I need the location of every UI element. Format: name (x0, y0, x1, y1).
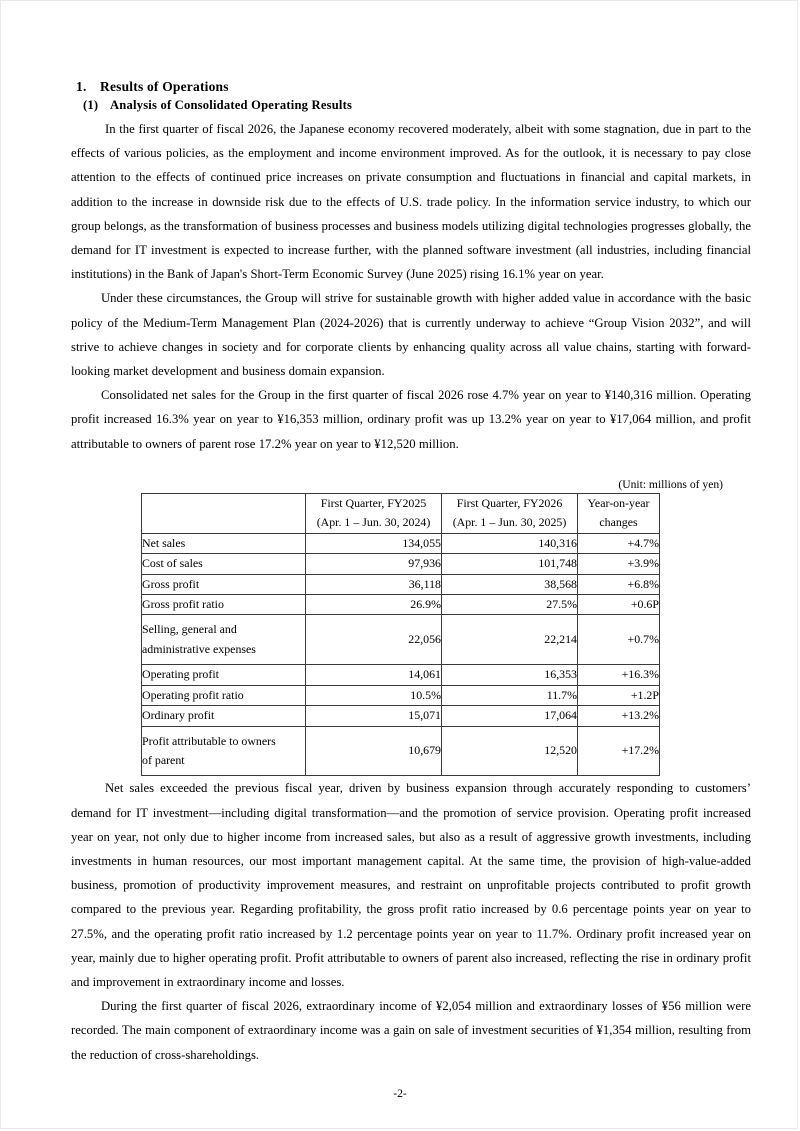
header-yoy-line1: Year-on-year (587, 495, 650, 510)
cell-yoy: +17.2% (578, 726, 660, 776)
paragraph-results-analysis: Net sales exceeded the previous fiscal year, driven by business expansion through accurately responding to customers’ demand for IT investment—including digital transformation—and the promotion of service provision. Operating profit increased year on year, not only due to higher income from increased sales, but also as a result of aggressive growth investments, including investments in human resources, our most important management capital. At the same time, the provision of high-value-added business, promotion of productivity improvement measures, and restraint on unprofitable projects contributed to profit growth compared to the previous year. Regarding profitability, the gross profit ratio increased by 0.6 percentage points year on year to 27.5%, and the operating profit ratio increased by 1.2 percentage points year on year to 11.7%. Ordinary profit increased year on year, mainly due to higher operating profit. Profit attributable to owners of parent also increased, reflecting the rise in ordinary profit and improvement in extraordinary income and losses. (71, 781, 751, 989)
section-heading (76, 79, 751, 95)
table-row (142, 685, 660, 705)
row-label (142, 533, 306, 553)
consolidated-results-table (141, 493, 660, 776)
header-fy2025-line2: (Apr. 1 – Jun. 30, 2024) (316, 515, 431, 530)
subsection-title: Analysis of Consolidated Operating Results (110, 98, 353, 112)
cell-fy2026: 140,316 (442, 533, 578, 553)
row-label (142, 574, 306, 594)
cell-fy2025: 22,056 (306, 615, 442, 665)
row-label-line1: Selling, general and (142, 622, 237, 637)
table-row (142, 533, 660, 553)
row-label (142, 595, 306, 615)
cell-yoy: +1.2P (578, 685, 660, 705)
cell-fy2026: 11.7% (442, 685, 578, 705)
table-row (142, 595, 660, 615)
row-label-line1: Operating profit (142, 667, 219, 682)
row-label (142, 706, 306, 726)
row-label-line1: Ordinary profit (142, 708, 215, 723)
page-content (71, 79, 751, 1067)
cell-fy2026: 27.5% (442, 595, 578, 615)
subsection-number: (1) (83, 98, 99, 112)
cell-fy2026: 17,064 (442, 706, 578, 726)
row-label (142, 554, 306, 574)
cell-yoy: +13.2% (578, 706, 660, 726)
cell-yoy: +0.6P (578, 595, 660, 615)
financial-table-block (71, 478, 751, 776)
header-fy2025 (306, 493, 442, 533)
cell-fy2025: 10.5% (306, 685, 442, 705)
row-label (142, 665, 306, 685)
table-row (142, 615, 660, 665)
cell-fy2026: 101,748 (442, 554, 578, 574)
cell-fy2025: 14,061 (306, 665, 442, 685)
paragraph-extraordinary-items: During the first quarter of fiscal 2026, extraordinary income of ¥2,054 million and extraordinary losses of ¥56 million were recorded. The main component of extraordinary income was a gain on sale of investment securities of ¥1,354 million, resulting from the reduction of cross-shareholdings. (71, 999, 751, 1062)
table-row (142, 726, 660, 776)
cell-yoy: +3.9% (578, 554, 660, 574)
cell-fy2026: 38,568 (442, 574, 578, 594)
paragraph-consolidated-results: Consolidated net sales for the Group in the first quarter of fiscal 2026 rose 4.7% year on year to ¥140,316 million. Operating profit increased 16.3% year on year to ¥16,353 million, ordinary profit was up 13.2% year on year to ¥17,064 million, and profit attributable to owners of parent rose 17.2% year on year to ¥12,520 million. (71, 388, 751, 451)
row-label-line1: Operating profit ratio (142, 687, 244, 702)
table-row (142, 665, 660, 685)
table-row (142, 706, 660, 726)
row-label-line1: Gross profit ratio (142, 597, 224, 612)
header-fy2026-line1: First Quarter, FY2026 (456, 495, 563, 510)
cell-fy2026: 22,214 (442, 615, 578, 665)
subsection-heading (83, 98, 751, 113)
cell-yoy: +6.8% (578, 574, 660, 594)
page-footer (1, 1087, 799, 1100)
header-yoy (578, 493, 660, 533)
page-number: -2- (393, 1087, 407, 1100)
row-label-line1: Cost of sales (142, 556, 203, 571)
cell-fy2025: 10,679 (306, 726, 442, 776)
header-fy2026 (442, 493, 578, 533)
row-label-line2: of parent (142, 752, 185, 767)
row-label-line2: administrative expenses (142, 641, 256, 656)
header-fy2025-line1: First Quarter, FY2025 (320, 495, 427, 510)
row-label-line1: Profit attributable to owners (142, 733, 276, 748)
table-row (142, 554, 660, 574)
cell-fy2025: 36,118 (306, 574, 442, 594)
cell-fy2025: 26.9% (306, 595, 442, 615)
cell-fy2026: 16,353 (442, 665, 578, 685)
row-label (142, 615, 306, 665)
table-body (142, 533, 660, 775)
table-header-row (142, 493, 660, 533)
table-row (142, 574, 660, 594)
cell-fy2025: 97,936 (306, 554, 442, 574)
section-number: 1. (76, 79, 87, 94)
row-label-line1: Gross profit (142, 576, 200, 591)
section-title: Results of Operations (100, 79, 229, 94)
cell-fy2025: 134,055 (306, 533, 442, 553)
paragraph-economy-overview: In the first quarter of fiscal 2026, the Japanese economy recovered moderately, albeit with some stagnation, due in part to the effects of various policies, as the employment and income environment improved. As for the outlook, it is necessary to pay close attention to the effects of continued price increases on private consumption and fluctuations in financial and capital markets, in addition to the increase in downside risk due to the effects of U.S. trade policy. In the information service industry, to which our group belongs, as the transformation of business processes and business models utilizing digital technologies progresses globally, the demand for IT investment is expected to increase further, with the planned software investment (all industries, including financial institutions) in the Bank of Japan's Short-Term Economic Survey (June 2025) rising 16.1% year on year. (71, 122, 751, 282)
cell-yoy: +16.3% (578, 665, 660, 685)
cell-fy2026: 12,520 (442, 726, 578, 776)
cell-yoy: +4.7% (578, 533, 660, 553)
row-label (142, 685, 306, 705)
paragraph-group-strategy: Under these circumstances, the Group will strive for sustainable growth with higher added value in accordance with the basic policy of the Medium-Term Management Plan (2024-2026) that is currently underway to achieve “Group Vision 2032”, and will strive to achieve changes in society and for corporate clients by enhancing quality across all value chains, starting with forward-looking market development and business domain expansion. (71, 291, 751, 379)
cell-fy2025: 15,071 (306, 706, 442, 726)
row-label (142, 726, 306, 776)
cell-yoy: +0.7% (578, 615, 660, 665)
table-unit-note: (Unit: millions of yen) (618, 477, 723, 491)
header-fy2026-line2: (Apr. 1 – Jun. 30, 2025) (452, 515, 567, 530)
header-item (142, 493, 306, 533)
row-label-line1: Net sales (142, 535, 186, 550)
header-yoy-line2: changes (599, 515, 638, 530)
